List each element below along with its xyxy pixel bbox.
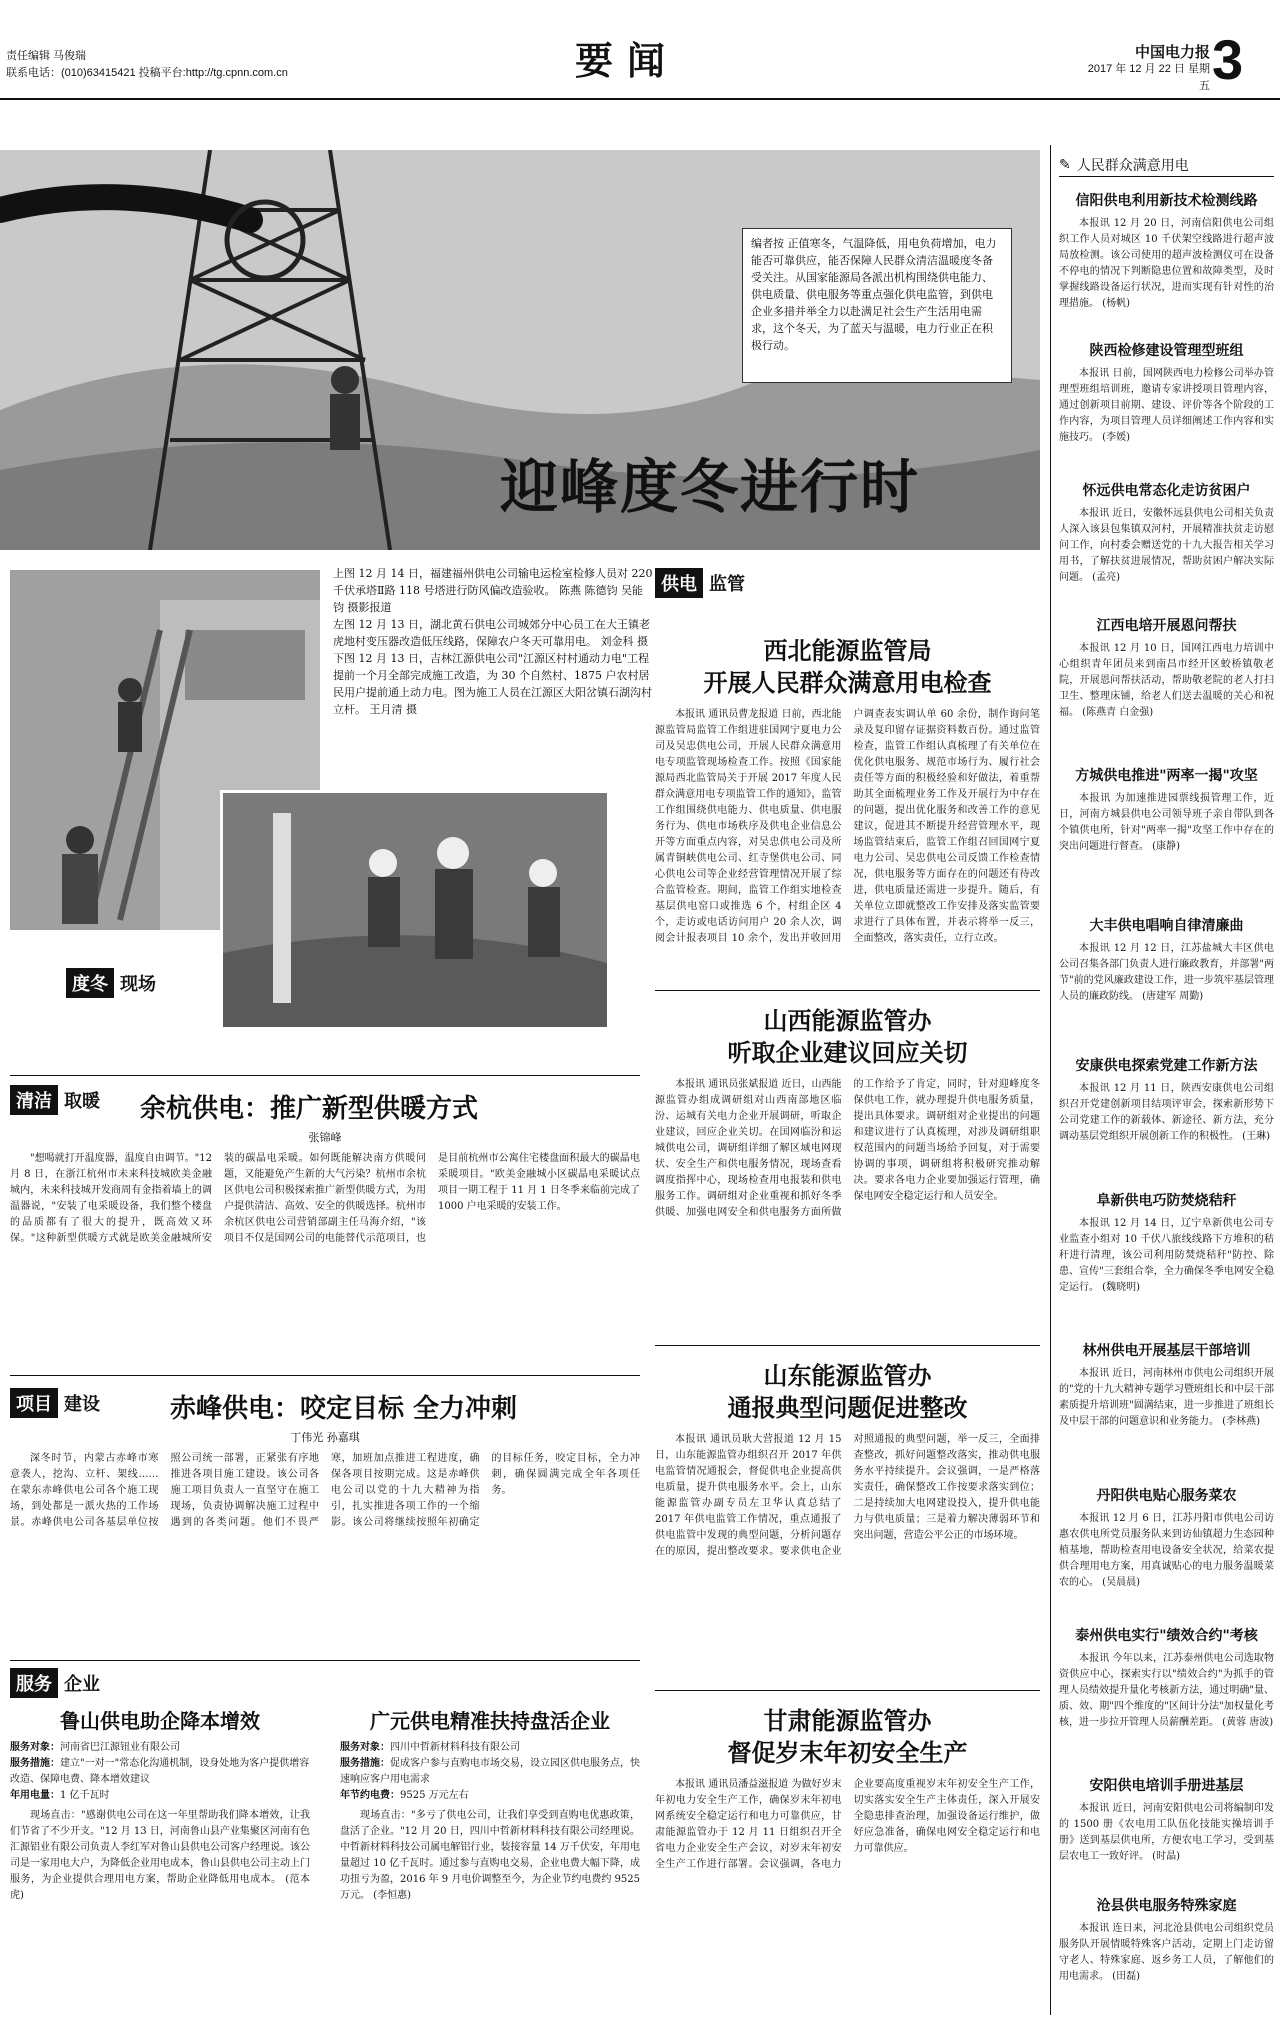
quote-icon: ✎: [1059, 156, 1071, 173]
news-item-body: 本报讯 近日，河南安阳供电公司将编制印发的 1500 册《农电用工队伍化技能实操培训手册》送到基层供电所，方便农电工学习，受到基层农电工一致好评。 (时晶): [1059, 1803, 1274, 1862]
article-lushan-usage: [10, 1788, 310, 1804]
news-item-body: 本报讯 12 月 10 日，国网江西电力培训中心组织青年团员来到南昌市经开区蛟桥镇敬老院，开展恩问帮扶活动，帮助敬老院的老人打扫卫生、整理床铺，给老人们送去温暖的关心和祝福。 (陈燕青 白金强): [1059, 643, 1274, 718]
article-gansu-body: 本报讯 通讯员潘益滋报道 为做好岁末年初电力安全生产工作，确保岁末年初电网系统安全稳定运行和电力可靠供应，甘肃能源监管办于 12 月 11 日组织召开全省电力企业安全生产会议，对岁末年初安全生产工作进行部署。会议强调，各电力企业要高度重视岁末年初安全生产工作，切实落实安全生产主体责任，深入开展安全隐患排查治理，加强设备运行维护，做好应急准备，确保电网安全稳定运行和电力可靠供应。: [655, 1779, 1040, 1870]
news-item-title: 安康供电探索党建工作新方法: [1075, 1058, 1258, 1074]
divider: [10, 1075, 640, 1076]
editor-info: [6, 48, 288, 82]
news-item-body: 本报讯 近日，安徽怀远县供电公司相关负责人深入该县包集镇双河村，开展精准扶贫走访慰问工作，向村委会赠送党的十九大报告相关学习用书，了解扶贫进展情况，帮助贫困户解决实际问题。 (孟亮): [1059, 508, 1274, 583]
news-item-body: 本报讯 12 月 14 日，辽宁阜新供电公司专业监查小组对 10 千伏八旅线线路下方堆积的秸秆进行清理，该公司利用防焚烧秸秆"防控、除患、宣传"三套组合拳，全力确保冬季电网安全稳定运行。 (魏晓明): [1059, 1218, 1274, 1293]
tag-project-box: 项目: [10, 1388, 58, 1418]
section-title: 要闻: [575, 38, 680, 83]
news-item-title: 信阳供电利用新技术检测线路: [1075, 193, 1258, 209]
divider: [655, 1690, 1040, 1691]
page-number: 3: [1212, 28, 1244, 91]
tag-service-text: 企业: [64, 1674, 100, 1695]
news-item: [1059, 1340, 1274, 1430]
news-item-body: 本报讯 为加速推进园票线损管理工作，近日，河南方城县供电公司领导班子亲自带队到各个镇供电所，针对"两率一揭"攻坚工作中存在的突出问题进行督查。 (康静): [1059, 793, 1274, 852]
news-item: [1059, 340, 1274, 446]
article-guangyuan-body: 现场直击："多亏了供电公司，让我们享受到直购电优惠政策，盘活了企业。"12 月 20 日，四川中哲新材料科技有限公司经理说。中哲新材料科技公司属电解铝行业，装接容量 14 万千伏安，年用电量超过 10 亿千瓦时。通过参与直购电交易，企业电费大幅下降，成功扭亏为盈，2016 年 9 月电价调整至今，为企业节约电费约 9525 万元。 (李恒惠): [340, 1810, 640, 1901]
article-shanxi-body: 本报讯 通讯员张斌报道 近日，山西能源监管办组成调研组对山西南部地区临汾、运城有关电力企业开展调研，听取企业建议，回应企业关切。在国网临汾和运城供电公司，调研组详细了解区域电网现状、安全生产和供电服务情况，现场查看调度指挥中心，现场检查用电报装和供电服务工作。调研组对企业重视和抓好冬季供暖、加强电网安全和供电服务方面所做的工作给予了肯定，同时，针对迎峰度冬保供电工作，就办理提升供电服务质量，提出具体要求。调研组对企业提出的问题和建议进行了认真梳理，对涉及调研组职权范围内的问题当场给予回复，对于需要协调的事项，调研组将积极研究推动解决。要求各电力企业要加强运行管理，确保电网安全稳定运行和人员安全。: [655, 1079, 1040, 1218]
article-northwest-body: 本报讯 通讯员曹龙报道 日前，西北能源监管局监管工作组进驻国网宁夏电力公司及吴忠供电公司，开展人民群众满意用电专项监管现场检查工作。按照《国家能源局西北监管局关于开展 2017 年度人民群众满意用电专项监管工作的通知》，监管工作组围绕供电能力、供电质量、供电服务行为、供电市场秩序及供电企业信息公开等方面重点内容，对吴忠供电公司及所属青铜峡供电公司、红寺堡供电公司、同心供电公司等企业经营管理情况开展了综合监管检查。期间，监管工作组实地检查基层供电窑口或推选 6 个，村组企区 4 个，走访或电话访问用户 20 余人次，调阅会计报表项目 10 余个，发出并收回用户调查表实调认单 60 余份，制作询问笔录及复印留存证据资料数百份。通过监管检查，监管工作组认真梳理了有关单位在优化供电服务、规范市场行为、履行社会责任等方面的积极经验和好做法，着重帮助其全面梳理业务工作及开展行为中存在的问题，提出优化服务和改善工作的意见建议，促进其不断提升经营管理水平，现场监管结束后，监管工作组召回国网宁夏电力公司、吴忠供电公司反馈工作检查情况，供电服务等方面存在的问题还有待改进，供电质量还需进一步提升。随后，有关单位立即就整改工作安排及落实监管要求进行了具体布置，并表示将举一反三，全面整改，落实责任，立行立改。: [655, 709, 1040, 944]
divider: [10, 1375, 640, 1376]
news-item-body: 本报讯 12 月 20 日，河南信阳供电公司组织工作人员对城区 10 千伏架空线路进行超声波局放检测。该公司使用的超声波检测仪可在设备不停电的情况下判断隐患位置和故障类型，及时掌握线路设备运行状况，进而实现有针对性的治理措施。 (杨帆): [1059, 218, 1274, 309]
news-item-body: 本报讯 近日，河南林州市供电公司组织开展的"党的十九大精神专题学习暨班组长和中层干部素质提升培训班"圆满结束，进一步推进了班组长及中层干部的问题意识和业务能力。 (李林燕): [1059, 1368, 1274, 1427]
article-guangyuan-saving: [340, 1788, 640, 1804]
right-column-header-text: 人民群众满意用电: [1076, 157, 1189, 174]
article-chifeng: [10, 1388, 640, 1651]
article-guangyuan-target: [340, 1740, 640, 1756]
tag-project-text: 建设: [64, 1394, 100, 1415]
article-shanxi-title-1: 山西能源监管办: [763, 1007, 932, 1035]
divider: [655, 990, 1040, 991]
news-item-title: 怀远供电常态化走访贫困户: [1082, 483, 1251, 499]
news-item-title: 泰州供电实行"绩效合约"考核: [1075, 1628, 1258, 1644]
article-shandong: [655, 1360, 1040, 1714]
article-shanxi-title-2: 听取企业建议回应关切: [727, 1039, 968, 1067]
article-chifeng-body: 深冬时节，内蒙古赤峰市寒意袭人，挖沟、立杆、架线……在蒙东赤峰供电公司各个施工现场，到处都是一派火热的工作场景。赤峰供电公司各基层单位按照公司统一部署，正紧张有序地推进各项目施工建设。该公司各施工项目负责人一直坚守在施工现场，负责协调解决施工过程中遇到的各类问题。他们不畏严寒，加班加点推进工程进度，确保各项目按期完成。这是赤峰供电公司以党的十九大精神为指引，扎实推进各项工作的一个缩影。该公司将继续按照年初确定的目标任务，咬定目标，全力冲刺，确保圆满完成全年各项任务。: [10, 1453, 640, 1528]
news-item: [1059, 1055, 1274, 1145]
tag-supervision-text: 监管: [709, 574, 745, 595]
article-yuhang-title: 余杭供电：推广新型供暖方式: [140, 1094, 479, 1124]
usage-value: 1 亿千瓦时: [60, 1790, 110, 1801]
article-shanxi: [655, 1005, 1040, 1327]
news-item-title: 大丰供电唱响自律清廉曲: [1089, 918, 1244, 934]
photo-field-workers: [220, 790, 610, 1030]
article-guangyuan: [340, 1705, 640, 1968]
news-item: [1059, 615, 1274, 721]
news-item-title: 阜新供电巧防焚烧秸秆: [1096, 1193, 1237, 1209]
article-guangyuan-measures: [340, 1756, 640, 1788]
news-item-title: 陕西检修建设管理型班组: [1089, 343, 1244, 359]
paper-info: [1080, 44, 1210, 95]
article-shandong-body: 本报讯 通讯员耿大营报道 12 月 15 日，山东能源监管办组织召开 2017 年供电监管情况通报会，督促供电企业提高供电质量，提升供电服务水平。会上，山东能源监管办副专员左卫华认真总结了 2017 年供电监管工作情况，重点通报了供电监管中发现的典型问题，分析问题存在的原因，提出整改要求。要求供电企业对照通报的典型问题，举一反三，全面排查整改，抓好问题整改落实，推动供电服务水平持续提升。会议强调，一是严格落实责任，确保整改工作按要求落实到位；二是持续加大电网建设投入，提升供电能力与供电质量；三是着力解决薄弱环节和突出问题，营造公平公正的市场环境。: [655, 1434, 1040, 1557]
measures-label: 服务措施：: [10, 1758, 60, 1769]
hero-title: 迎峰度冬进行时: [500, 453, 921, 521]
news-item: [1059, 190, 1274, 312]
news-item: [1059, 915, 1274, 1005]
saving-label: 年节约电费：: [340, 1790, 400, 1801]
phone-line: 联系电话：(010)63415421 投稿平台:http://tg.cpnn.com.cn: [6, 67, 288, 79]
saving-value: 9525 万元左右: [400, 1790, 469, 1801]
measures-value: 促成客户参与直购电市场交易，设立园区供电服务点，快速响应客户用电需求: [340, 1758, 640, 1785]
tag-clean-box: 清洁: [10, 1085, 58, 1115]
article-guangyuan-title: 广元供电精准扶持盘活企业: [370, 1709, 610, 1733]
article-yuhang-byline: 张锦峰: [308, 1131, 342, 1144]
article-gansu: [655, 1705, 1040, 1992]
article-shandong-title-1: 山东能源监管办: [763, 1362, 932, 1390]
news-item-body: 本报讯 12 月 12 日，江苏盐城大丰区供电公司召集各部门负责人进行廉政教育，并部署"两节"前的党风廉政建设工作，进一步筑牢基层管理人员的廉政防线。 (唐建军 周勤): [1059, 943, 1274, 1002]
news-item: [1059, 1625, 1274, 1731]
date-line: 2017 年 12 月 22 日 星期五: [1087, 63, 1210, 92]
article-northwest-title-2: 开展人民群众满意用电检查: [703, 669, 992, 697]
news-item: [1059, 480, 1274, 586]
tag-clean-text: 取暖: [64, 1091, 100, 1112]
divider: [10, 1660, 640, 1661]
right-column: [1050, 145, 1278, 2015]
tag-service-box: 服务: [10, 1668, 58, 1698]
tag-service: [10, 1668, 106, 1698]
target-value: 河南省巴江源钮业有限公司: [60, 1742, 180, 1753]
news-item-title: 沧县供电服务特殊家庭: [1096, 1898, 1237, 1914]
editor-note: [742, 228, 1012, 383]
measures-value: 建立"一对一"常态化沟通机制，设身处地为客户提供增容改造、保障电费、降本增效建议: [10, 1758, 310, 1785]
photo-caption: 上图 12 月 14 日，福建福州供电公司输电运检室检修人员对 220 千伏承塔Ⅱ路 118 号塔进行防风偏改造验收。 陈燕 陈德钧 吴能钧 摄影报道 左图 12 月 13 日，湖北黄石供电公司城郊分中心员工在大王镇老虎地村变压器改造低压线路，保障农户冬天可靠用电。 刘金科 摄 下图 12 月 13 日，吉林江源供电公司"江源区村村通动力电"工程提前一个月全部完成施工改造，为 30 个自然村、1875 户农村居民用户提前通上动力电。图为施工人员在江源区大阳岔镇石湖沟村立杆。 王月清 摄: [333, 567, 653, 716]
editor-line: 责任编辑 马俊瑞: [6, 50, 87, 62]
article-yuhang: [10, 1088, 640, 1371]
tag-winter-text: 现场: [120, 974, 156, 995]
paper-name: 中国电力报: [1134, 44, 1210, 61]
article-lushan: [10, 1705, 310, 1968]
news-item-title: 方城供电推进"两率一揭"攻坚: [1075, 768, 1258, 784]
news-item: [1059, 1775, 1274, 1865]
article-lushan-title: 鲁山供电助企降本增效: [60, 1709, 260, 1733]
news-item-body: 本报讯 12 月 11 日，陕西安康供电公司组织召开党建创新项目结项评审会，探索新形势下公司党建工作的新载体、新途径、新方法，充分调动基层党组织开展创新工作的积极性。 (王琳): [1059, 1083, 1274, 1142]
editor-note-text: 编者按 正值寒冬，气温降低，用电负荷增加，电力能否可靠供应，能否保障人民群众清洁温暖度冬备受关注。从国家能源局各派出机构围绕供电能力、供电质量、供电服务等重点强化供电监管，到供电企业多措并举全力以赴满足社会生产生活用电需求，这个冬天，为了蓝天与温暖，电力行业正在积极行动。: [751, 237, 997, 352]
article-northwest: [655, 635, 1040, 971]
tag-supervision: [655, 568, 751, 598]
usage-label: 年用电量：: [10, 1790, 60, 1801]
tag-winter-box: 度冬: [66, 968, 114, 998]
news-item-body: 本报讯 连日来，河北沧县供电公司组织党员服务队开展情暖特殊客户活动，定期上门走访留守老人、特殊家庭、返乡务工人员，了解他们的用电需求。 (田磊): [1059, 1923, 1274, 1982]
news-item-title: 丹阳供电贴心服务菜农: [1096, 1488, 1237, 1504]
news-item-body: 本报讯 12 月 6 日，江苏丹阳市供电公司访惠农供电所党员服务队来到访仙镇超力生态园种植基地，帮助检查用电设备安全状况，给菜农提供合理用电方案，用真诚贴心的电力服务温暖菜农的心。 (吴晨晨): [1059, 1513, 1274, 1588]
news-item-title: 江西电培开展恩问帮扶: [1096, 618, 1237, 634]
article-chifeng-title: 赤峰供电：咬定目标 全力冲刺: [170, 1394, 518, 1424]
article-northwest-title-1: 西北能源监管局: [763, 637, 932, 665]
article-lushan-measures: [10, 1756, 310, 1788]
news-item: [1059, 765, 1274, 855]
target-value: 四川中哲新材料科技有限公司: [390, 1742, 520, 1753]
news-item-body: 本报讯 今年以来，江苏泰州供电公司选取物资供应中心，探索实行以"绩效合约"为抓手的管理人员绩效提升量化考核新方法，通过明确"量、质、效、期"四个维度的"区间计分法"加权量化考核，进一步拉开管理人员薪酬差距。 (黄蓉 唐波): [1059, 1653, 1274, 1728]
article-lushan-body: 现场直击："感谢供电公司在这一年里帮助我们降本增效，让我们节省了不少开支。"12 月 13 日，河南鲁山县产业集聚区河南有色汇源铝业有限公司负责人李红军对鲁山县供电公司客户经理说。该公司是一家用电大户，为降低企业用电成本，鲁山县供电公司主动上门服务，为企业提供合理用电方案，帮助企业降低用电成本。 (范本虎): [10, 1810, 310, 1901]
article-lushan-target: [10, 1740, 310, 1756]
news-item-title: 安阳供电培训手册进基层: [1089, 1778, 1244, 1794]
news-item: [1059, 1895, 1274, 1985]
target-label: 服务对象：: [340, 1742, 390, 1753]
article-yuhang-body: "想喝就打开温度器，温度自由调节。"12 月 8 日，在浙江杭州市未来科技城欧美金融城内，未来科技城开发商周有金指着墙上的调温器说，"安装了电采暖设备，我们整个楼盘的品质都有了很大的提升，既高效又环保。"这种新型供暖方式就是欧美金融城所安装的碳晶电采暖。如何既能解决南方供暖问题，又能避免产生新的大气污染？杭州市余杭区供电公司积极探索推广新型供暖方式，为用户提供清洁、高效、安全的供暖选择。杭州市余杭区供电公司营销部副主任马海介绍，"该项目不仅是国网公司的电能替代示范项目，也是目前杭州市公寓住宅楼盘面积最大的碳晶电采暖项目。"欧美金融城小区碳晶电采暖试点项目一期工程于 11 月 1 日冬季来临前完成了 1000 户电采暖的安装工作。: [10, 1153, 640, 1244]
article-gansu-title-1: 甘肃能源监管办: [763, 1707, 932, 1735]
news-item-title: 林州供电开展基层干部培训: [1082, 1343, 1251, 1359]
tag-supervision-box: 供电: [655, 568, 703, 598]
news-item-body: 本报讯 日前，国网陕西电力检修公司举办管理型班组培训班，邀请专家讲授项目管理内容，通过创新项目前期、建设、评价等各个阶段的工作内容，为项目管理人员详细阐述工作内容和实施技巧。 (李媛): [1059, 368, 1274, 443]
measures-label: 服务措施：: [340, 1758, 390, 1769]
news-item: [1059, 1190, 1274, 1296]
right-column-header: [1059, 153, 1274, 177]
masthead: [0, 0, 1280, 100]
tag-winter: [66, 968, 162, 998]
news-item: [1059, 1485, 1274, 1591]
divider: [655, 1345, 1040, 1346]
target-label: 服务对象：: [10, 1742, 60, 1753]
article-gansu-title-2: 督促岁末年初安全生产: [727, 1739, 968, 1767]
field-workers-illustration: [223, 793, 607, 1027]
article-shandong-title-2: 通报典型问题促进整改: [727, 1394, 968, 1422]
article-chifeng-byline: 丁伟光 孙嘉琪: [290, 1431, 360, 1444]
